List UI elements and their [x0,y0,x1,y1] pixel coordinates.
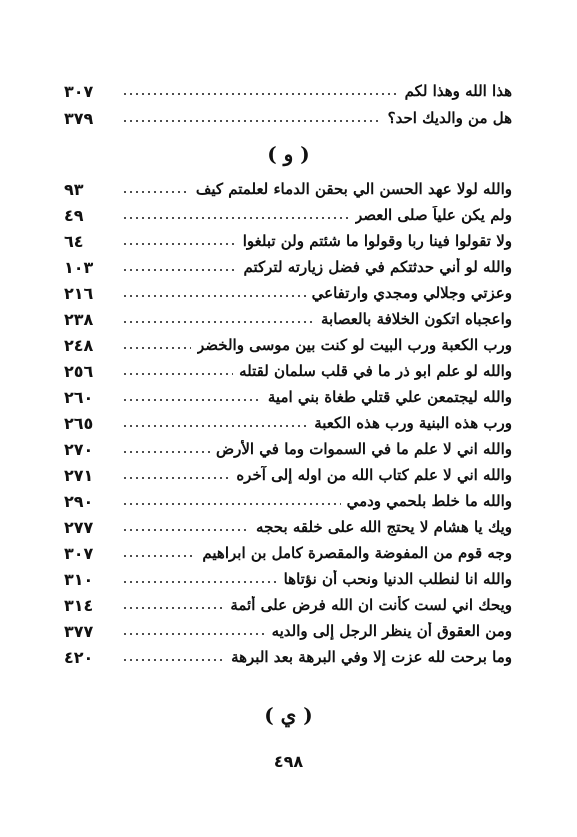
dot-leader [122,118,382,124]
index-entry [64,490,512,512]
index-entry [64,646,512,668]
entry-page-number: ٣١٤ [64,595,94,615]
entry-text: ويك يا هشام لا يحتج الله على خلقه بحجه [256,518,512,536]
entry-page-number: ٦٤ [64,231,84,251]
entry-text: ورب الكعبة ورب البيت لو كنت بين موسى والخضر [197,336,512,354]
entry-text: والله لولا عهد الحسن الي بحقن الدماء لعلمتم كيف [195,180,512,198]
index-entry [64,80,512,102]
entry-text: وعزتي وجلالي ومجدي وارتفاعي [311,284,512,302]
dot-leader [122,501,341,507]
entry-text: هل من والديك احد؟ [387,109,512,127]
entry-page-number: ٢٧٧ [64,517,94,537]
dot-leader [122,527,250,533]
entry-text: والله لو أني حدثتكم في فضل زيارته لتركتم [243,258,512,276]
dot-leader [122,189,190,195]
entry-text: ومن العقوق أن ينظر الرجل إلى والديه [271,622,512,640]
dot-leader [122,91,399,97]
entry-page-number: ٢٧١ [64,465,94,485]
entry-text: والله اني لا علم كتاب الله من اوله إلى آخره [236,466,512,484]
index-entry [64,334,512,356]
entry-page-number: ٣٠٧ [64,81,94,101]
entry-page-number: ٣٧٩ [64,108,94,128]
entry-page-number: ٢٣٨ [64,309,94,329]
dot-leader [122,423,308,429]
dot-leader [122,241,237,247]
entry-page-number: ٣٠٧ [64,543,94,563]
dot-leader [122,579,278,585]
dot-leader [122,267,237,273]
dot-leader [122,657,225,663]
index-entry [64,568,512,590]
entry-text: ولا تقولوا فينا ربا وقولوا ما شئتم ولن تبلغوا [242,232,512,250]
entry-text: هذا الله وهذا لكم [404,82,512,100]
entry-page-number: ٢٥٦ [64,361,94,381]
index-entry [64,282,512,304]
entry-text: والله لو علم ابو ذر ما في قلب سلمان لقتله [239,362,512,380]
index-entry [64,308,512,330]
entry-page-number: ٢١٦ [64,283,94,303]
index-entry [64,542,512,564]
index-entry [64,438,512,460]
entry-page-number: ٤٩ [64,205,84,225]
page-number: ٤٩٨ [273,752,304,771]
dot-leader [122,371,233,377]
index-entry [64,594,512,616]
entry-text: واعجباه اتكون الخلافة بالعصابة [321,310,512,328]
entry-text: ورب هذه البنية ورب هذه الكعبة [314,414,512,432]
entry-page-number: ٤٢٠ [64,647,94,667]
index-entry [64,360,512,382]
entry-text: والله انا لنطلب الدنيا ونحب أن نؤتاها [283,570,512,588]
entry-page-number: ٢٧٠ [64,439,94,459]
entry-text: والله ليجتمعن علي قتلي طغاة بني امية [267,388,512,406]
dot-leader [122,475,230,481]
entry-page-number: ٩٣ [64,179,84,199]
entry-page-number: ٣٧٧ [64,621,94,641]
dot-leader [122,215,349,221]
dot-leader [122,553,196,559]
section-heading-ya: ( ي ) [264,703,313,727]
entry-page-number: ٢٤٨ [64,335,94,355]
dot-leader [122,345,191,351]
index-entry [64,107,512,129]
entry-page-number: ٣١٠ [64,569,94,589]
index-entry [64,204,512,226]
index-entry [64,412,512,434]
dot-leader [122,605,224,611]
index-entry [64,256,512,278]
dot-leader [122,449,210,455]
entry-text: والله ما خلط بلحمي ودمي [346,492,512,510]
entry-page-number: ٢٦٠ [64,387,94,407]
dot-leader [122,631,266,637]
dot-leader [122,397,262,403]
index-entry [64,230,512,252]
entry-page-number: ١٠٣ [64,257,94,277]
index-entry [64,516,512,538]
index-entry [64,178,512,200]
entry-text: والله اني لا علم ما في السموات وما في الأرض [215,440,512,458]
dot-leader [122,319,315,325]
entry-text: ويحك اني لست كأنت ان الله فرض على أئمة [230,596,512,614]
entry-text: وجه قوم من المفوضة والمقصرة كامل بن ابراهيم [202,544,512,562]
index-entry [64,620,512,642]
index-entry [64,386,512,408]
entry-text: وما برحت لله عزت إلا وفي البرهة بعد البرهة [231,648,512,666]
entry-page-number: ٢٩٠ [64,491,94,511]
dot-leader [122,293,306,299]
entry-text: ولم يكن علياً صلى العصر [354,206,512,224]
section-heading-waw: ( و ) [267,142,310,166]
entry-page-number: ٢٦٥ [64,413,94,433]
index-entry [64,464,512,486]
